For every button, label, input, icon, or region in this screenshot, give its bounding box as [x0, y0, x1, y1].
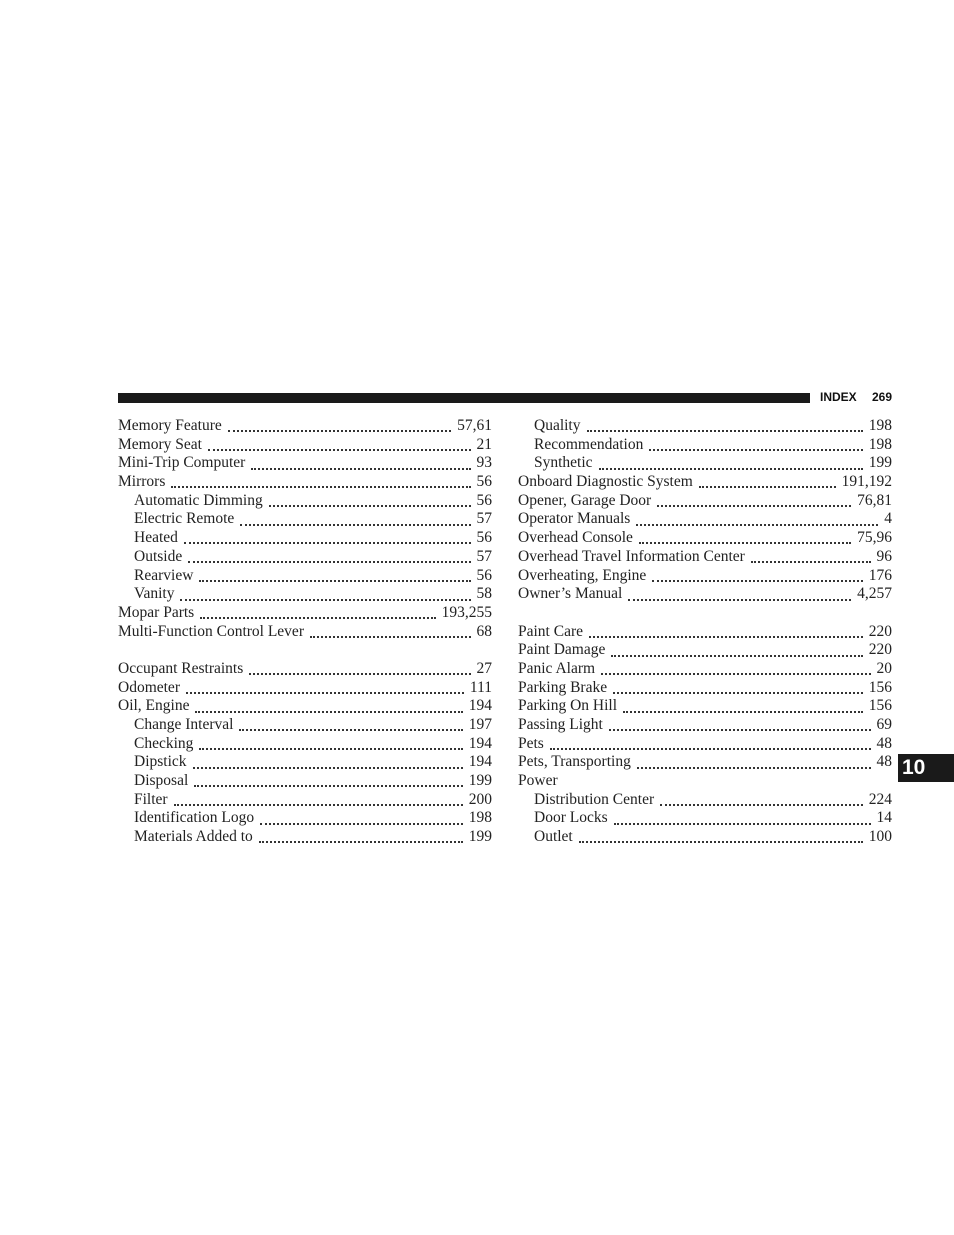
- index-entry: [518, 585, 892, 604]
- index-term: Recommendation: [534, 435, 644, 453]
- index-page-ref: 57,61: [457, 417, 492, 434]
- index-subentry: [518, 454, 892, 473]
- index-page-ref: 198: [868, 417, 892, 434]
- index-term: Automatic Dimming: [134, 491, 263, 509]
- dot-leader: [589, 636, 863, 638]
- dot-leader: [657, 505, 851, 507]
- index-term: Change Interval: [134, 716, 234, 733]
- dot-leader: [199, 580, 470, 582]
- dot-leader: [614, 823, 871, 825]
- index-term: Disposal: [134, 772, 189, 790]
- index-entry: [518, 697, 892, 716]
- dot-leader: [259, 841, 463, 843]
- index-entry: [518, 660, 892, 679]
- index-page-ref: 198: [468, 809, 492, 827]
- index-page-ref: 176: [868, 566, 892, 584]
- index-subentry: [118, 753, 492, 772]
- index-term: Checking: [134, 734, 194, 752]
- index-page-ref: 27: [476, 659, 492, 677]
- chapter-tab: 10: [898, 754, 954, 782]
- dot-leader: [751, 561, 871, 563]
- index-term: Vanity: [134, 585, 175, 603]
- index-entry: [118, 697, 492, 716]
- dot-leader: [208, 449, 471, 451]
- index-page-ref: 96: [876, 547, 892, 565]
- index-page-ref: 193,255: [441, 603, 492, 621]
- index-page-ref: 156: [868, 678, 892, 696]
- index-column-left: [118, 417, 492, 847]
- dot-leader: [269, 505, 471, 507]
- index-page-ref: 191,192: [841, 473, 892, 491]
- index-entry: [518, 473, 892, 492]
- index-subentry: [518, 417, 892, 436]
- index-entry: [518, 716, 892, 735]
- dot-leader: [639, 542, 851, 544]
- index-page-ref: 100: [868, 828, 892, 846]
- index-page-ref: 111: [469, 678, 492, 696]
- index-term: Filter: [134, 790, 168, 808]
- index-term: Rearview: [134, 566, 194, 584]
- index-page-ref: 69: [876, 716, 892, 733]
- index-term: Distribution Center: [534, 790, 655, 808]
- dot-leader: [195, 711, 462, 713]
- index-term: Materials Added to: [134, 828, 253, 846]
- index-page-ref: 156: [868, 697, 892, 715]
- index-page-ref: 68: [476, 622, 492, 640]
- index-term: Mopar Parts: [118, 603, 195, 621]
- index-page-ref: 48: [876, 753, 892, 771]
- index-entry: [118, 417, 492, 436]
- dot-leader: [699, 486, 836, 488]
- index-term: Passing Light: [518, 716, 603, 733]
- index-term: Opener, Garage Door: [518, 491, 652, 509]
- dot-leader: [599, 468, 863, 470]
- index-entry: [518, 641, 892, 660]
- dot-leader: [637, 767, 871, 769]
- index-page-ref: 56: [476, 491, 492, 509]
- index-entry: [118, 473, 492, 492]
- index-page-ref: 194: [468, 753, 492, 771]
- index-page-ref: 220: [868, 641, 892, 659]
- index-entry: [518, 510, 892, 529]
- dot-leader: [649, 449, 862, 451]
- index-term: Operator Manuals: [518, 510, 631, 528]
- dot-leader: [601, 673, 870, 675]
- index-entry: [518, 735, 892, 754]
- index-page-ref: 93: [476, 454, 492, 472]
- index-term: Pets, Transporting: [518, 753, 631, 771]
- dot-leader: [188, 561, 470, 563]
- index-page-ref: 76,81: [857, 491, 892, 509]
- dot-leader: [587, 430, 863, 432]
- dot-leader: [174, 804, 463, 806]
- index-entry: [118, 660, 492, 679]
- index-term: Electric Remote: [134, 510, 235, 528]
- index-subentry: [518, 809, 892, 828]
- index-subentry: [518, 791, 892, 810]
- index-entry: [518, 567, 892, 586]
- index-subentry: [118, 585, 492, 604]
- index-entry: [118, 436, 492, 455]
- dot-leader: [194, 785, 463, 787]
- index-page-ref: 20: [876, 659, 892, 677]
- index-page-ref: 21: [476, 435, 492, 453]
- index-term: Memory Seat: [118, 435, 202, 453]
- index-term: Overhead Travel Information Center: [518, 547, 745, 565]
- index-term: Paint Damage: [518, 641, 606, 659]
- index-term: Identification Logo: [134, 809, 255, 827]
- index-term: Memory Feature: [118, 417, 222, 434]
- index-entry: [118, 454, 492, 473]
- index-term: Parking On Hill: [518, 697, 618, 715]
- dot-leader: [184, 542, 471, 544]
- index-page-ref: 57: [476, 547, 492, 565]
- index-page-ref: 199: [468, 828, 492, 846]
- dot-leader: [240, 524, 470, 526]
- index-term: Overhead Console: [518, 529, 633, 547]
- dot-leader: [260, 823, 463, 825]
- section-title: INDEX: [820, 390, 857, 404]
- index-entry: [518, 772, 892, 791]
- index-term: Overheating, Engine: [518, 566, 647, 584]
- dot-leader: [239, 729, 462, 731]
- index-term: Outside: [134, 547, 183, 565]
- index-page-ref: 224: [868, 790, 892, 808]
- index-term: Parking Brake: [518, 678, 608, 696]
- index-page-ref: 58: [476, 585, 492, 603]
- index-term: Panic Alarm: [518, 659, 596, 677]
- index-term: Onboard Diagnostic System: [518, 473, 693, 491]
- index-subentry: [518, 828, 892, 847]
- index-page-ref: 194: [468, 734, 492, 752]
- index-entry: [518, 679, 892, 698]
- index-page-ref: 57: [476, 510, 492, 528]
- dot-leader: [249, 673, 470, 675]
- dot-leader: [200, 617, 435, 619]
- index-entry: [518, 492, 892, 511]
- index-term: Owner’s Manual: [518, 585, 623, 603]
- dot-leader: [228, 430, 451, 432]
- index-term: Pets: [518, 734, 544, 752]
- index-column-right: [518, 417, 892, 847]
- dot-leader: [660, 804, 863, 806]
- dot-leader: [310, 636, 471, 638]
- index-term: Paint Care: [518, 622, 583, 640]
- index-entry: [118, 604, 492, 623]
- dot-leader: [550, 748, 871, 750]
- index-page-ref: 199: [468, 772, 492, 790]
- index-subentry: [118, 492, 492, 511]
- index-subentry: [118, 735, 492, 754]
- index-term: Mini-Trip Computer: [118, 454, 246, 472]
- index-subentry: [118, 809, 492, 828]
- index-page-ref: 48: [876, 734, 892, 752]
- index-subentry: [118, 828, 492, 847]
- header-rule: [118, 393, 810, 403]
- index-term: Dipstick: [134, 753, 187, 771]
- index-term: Mirrors: [118, 473, 166, 491]
- index-page-ref: 194: [468, 697, 492, 715]
- index-term: Quality: [534, 417, 581, 434]
- dot-leader: [199, 748, 462, 750]
- index-page-ref: 199: [868, 454, 892, 472]
- index-spacer: [118, 641, 492, 660]
- index-term: Synthetic: [534, 454, 593, 472]
- index-subentry: [118, 567, 492, 586]
- index-page-ref: 197: [468, 716, 492, 733]
- index-page-ref: 4,257: [857, 585, 892, 603]
- page-number: 269: [871, 390, 892, 404]
- index-term: Odometer: [118, 678, 180, 696]
- dot-leader: [652, 580, 862, 582]
- index-entry: [518, 753, 892, 772]
- dot-leader: [180, 599, 470, 601]
- running-header: [820, 390, 892, 404]
- dot-leader: [611, 655, 862, 657]
- index-subentry: [118, 716, 492, 735]
- index-entry: [518, 623, 892, 642]
- dot-leader: [623, 711, 863, 713]
- index-spacer: [518, 604, 892, 623]
- index-entry: [118, 679, 492, 698]
- dot-leader: [193, 767, 463, 769]
- index-term: Heated: [134, 529, 178, 547]
- index-page-ref: 14: [876, 809, 892, 827]
- index-page-ref: 56: [476, 566, 492, 584]
- index-term: Occupant Restraints: [118, 659, 244, 677]
- index-subentry: [118, 772, 492, 791]
- index-subentry: [118, 791, 492, 810]
- index-entry: [118, 623, 492, 642]
- dot-leader: [609, 729, 871, 731]
- index-term: Door Locks: [534, 809, 608, 827]
- index-term: Oil, Engine: [118, 697, 190, 715]
- index-page-ref: 220: [868, 622, 892, 640]
- index-page-ref: 200: [468, 790, 492, 808]
- index-page-ref: 56: [476, 473, 492, 491]
- index-subentry: [118, 548, 492, 567]
- dot-leader: [613, 692, 863, 694]
- index-subentry: [518, 436, 892, 455]
- index-entry: [518, 548, 892, 567]
- index-term: Power: [518, 772, 558, 790]
- dot-leader: [186, 692, 464, 694]
- index-term: Outlet: [534, 828, 573, 846]
- index-subentry: [118, 529, 492, 548]
- dot-leader: [628, 599, 851, 601]
- dot-leader: [251, 468, 470, 470]
- index-page-ref: 198: [868, 435, 892, 453]
- index-entry: [518, 529, 892, 548]
- index-term: Multi-Function Control Lever: [118, 622, 304, 640]
- dot-leader: [636, 524, 878, 526]
- dot-leader: [579, 841, 863, 843]
- dot-leader: [171, 486, 470, 488]
- index-page-ref: 56: [476, 529, 492, 547]
- index-subentry: [118, 510, 492, 529]
- index-page-ref: 4: [884, 510, 892, 528]
- index-page-ref: 75,96: [857, 529, 892, 547]
